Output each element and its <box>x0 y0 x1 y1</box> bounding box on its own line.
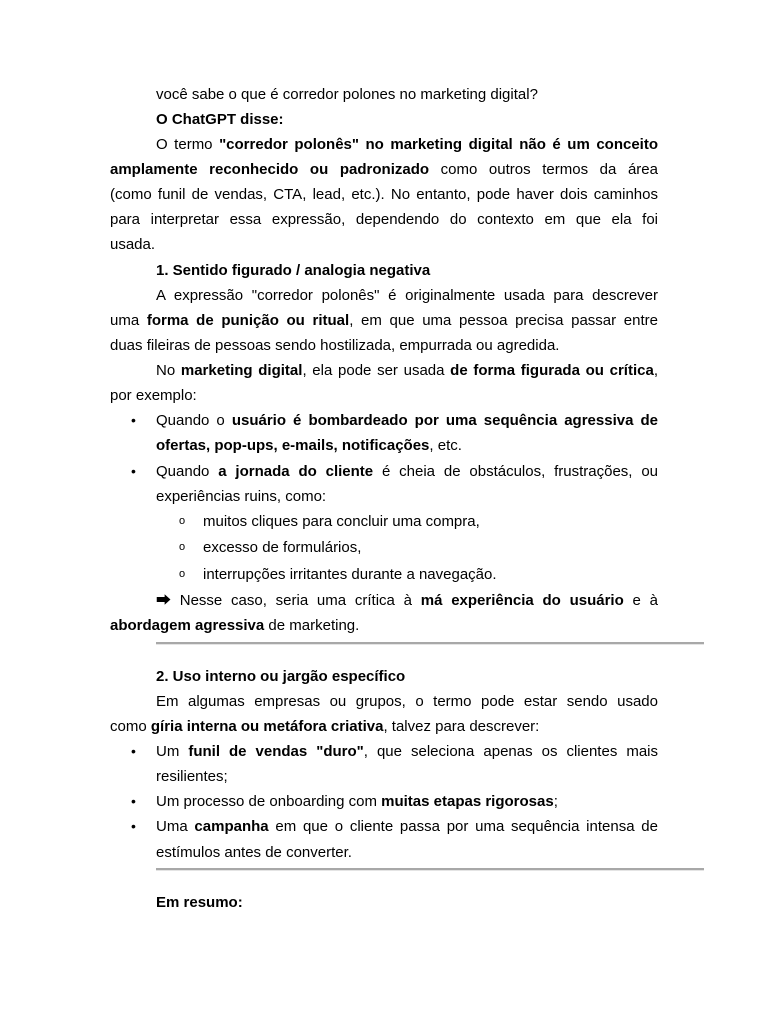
bullet-icon: • <box>131 463 136 479</box>
sub-item: muitos cliques para concluir uma compra, <box>203 513 480 530</box>
s1-bullet-1-line-1: Quando o usuário é bombardeado por uma sequência agressiva de <box>156 412 658 429</box>
sub-item: interrupções irritantes durante a navegação. <box>203 566 497 583</box>
intro-line-4: para interpretar essa expressão, dependendo do contexto em que ela foi <box>110 211 658 228</box>
intro-line-5: usada. <box>110 236 156 253</box>
s2-bullet-1-line-1: Um funil de vendas "duro", que seleciona apenas os clientes mais <box>156 743 658 760</box>
circle-bullet-icon: o <box>179 541 186 553</box>
intro-line-3: (como funil de vendas, CTA, lead, etc.). No entanto, pode haver dois caminhos <box>110 186 658 203</box>
s2-p1-line-1: Em algumas empresas ou grupos, o termo pode estar sendo usado <box>156 693 658 710</box>
section2-title: 2. Uso interno ou jargão específico <box>156 668 406 685</box>
answer-header: O ChatGPT disse: <box>156 111 284 128</box>
section-divider <box>156 642 704 645</box>
s1-bullet-2-line-1: Quando a jornada do cliente é cheia de obstáculos, frustrações, ou <box>156 463 659 480</box>
s1-p1-line-3: duas fileiras de pessoas sendo hostilizada, empurrada ou agredida. <box>110 337 560 354</box>
s2-p1-line-2: como gíria interna ou metáfora criativa, talvez para descrever: <box>110 718 540 735</box>
intro-line-1: O termo "corredor polonês" no marketing digital não é um conceito <box>156 136 658 153</box>
s2-bullet-1-line-2: resilientes; <box>156 768 228 785</box>
bullet-icon: • <box>131 818 136 834</box>
s1-bullet-1-line-2: ofertas, pop-ups, e-mails, notificações, etc. <box>156 437 462 454</box>
s1-p2-line-1: No marketing digital, ela pode ser usada de forma figurada ou crítica, <box>156 362 658 379</box>
s2-bullet-3-line-2: estímulos antes de converter. <box>156 844 352 861</box>
bullet-icon: • <box>131 743 136 759</box>
section-divider <box>156 868 704 871</box>
s1-p2-line-2: por exemplo: <box>110 387 197 404</box>
s1-p1-line-2: uma forma de punição ou ritual, em que uma pessoa precisa passar entre <box>110 312 658 329</box>
s2-bullet-3-line-1: Uma campanha em que o cliente passa por uma sequência intensa de <box>156 818 658 835</box>
section1-title: 1. Sentido figurado / analogia negativa <box>156 262 431 279</box>
summary-title: Em resumo: <box>156 894 243 911</box>
circle-bullet-icon: o <box>179 568 186 580</box>
s1-note-line-1: ⮕ Nesse caso, seria uma crítica à má experiência do usuário e à <box>156 592 658 609</box>
bullet-icon: • <box>131 793 136 809</box>
s1-bullet-2-line-2: experiências ruins, como: <box>156 488 327 505</box>
question-text: você sabe o que é corredor polones no marketing digital? <box>156 86 538 103</box>
s2-bullet-2-line-1: Um processo de onboarding com muitas etapas rigorosas; <box>156 793 558 810</box>
bullet-icon: • <box>131 412 136 428</box>
circle-bullet-icon: o <box>179 515 186 527</box>
s1-note-line-2: abordagem agressiva de marketing. <box>110 617 360 634</box>
s1-p1-line-1: A expressão "corredor polonês" é originalmente usada para descrever <box>156 287 658 304</box>
sub-item: excesso de formulários, <box>203 539 362 556</box>
intro-line-2: amplamente reconhecido ou padronizado como outros termos da área <box>110 161 658 178</box>
